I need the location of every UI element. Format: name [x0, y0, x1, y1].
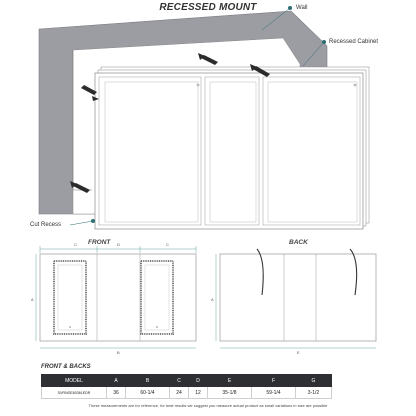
wall-label: Wall: [296, 5, 308, 11]
header-cell: B: [126, 375, 170, 387]
cut-recess-callout-dot: [91, 219, 95, 223]
value-cell: 36: [107, 387, 126, 399]
table-title: FRONT & BACKS: [41, 364, 91, 370]
header-cell: C: [170, 375, 189, 387]
value-cell: 12: [189, 387, 208, 399]
header-cell: D: [189, 375, 208, 387]
front-dim-c1: C: [74, 242, 77, 247]
back-view-title: BACK: [289, 239, 308, 246]
footnote: These measurements are for reference, for best results we suggest you measure actual product as small variations in size are possible: [88, 403, 328, 408]
header-cell: E: [208, 375, 252, 387]
value-cell: 59-1/4: [252, 387, 296, 399]
header-cell: MODEL: [42, 375, 107, 387]
front-dim-a: A: [31, 297, 34, 302]
model-cell: SVRNGE6036LEDR: [42, 387, 107, 399]
value-cell: 24: [170, 387, 189, 399]
wall-callout-dot: [288, 6, 292, 10]
header-cell: F: [252, 375, 296, 387]
table-row: [42, 387, 332, 399]
back-dim-a: A: [211, 297, 214, 302]
front-dim-c2: C: [166, 242, 169, 247]
front-view-title: FRONT: [88, 239, 111, 246]
page-title: RECESSED MOUNT: [159, 2, 257, 13]
header-cell: G: [296, 375, 332, 387]
recessed-cabinet-label: Recessed Cabinet: [329, 39, 379, 45]
cabinet-callout-dot: [322, 40, 326, 44]
front-dim-b: B: [117, 350, 120, 355]
value-cell: 3-1/2: [296, 387, 332, 399]
table-header-row: [42, 375, 332, 387]
dimension-table: [41, 374, 332, 399]
back-view-drawing: [200, 240, 416, 360]
value-cell: 60-1/4: [126, 387, 170, 399]
header-cell: A: [107, 375, 126, 387]
back-dim-e: E: [297, 350, 300, 355]
recessed-cabinet: [95, 67, 369, 229]
value-cell: 35-1/8: [208, 387, 252, 399]
front-dim-d: D: [117, 242, 120, 247]
cut-recess-label: Cut Recess: [30, 222, 62, 228]
